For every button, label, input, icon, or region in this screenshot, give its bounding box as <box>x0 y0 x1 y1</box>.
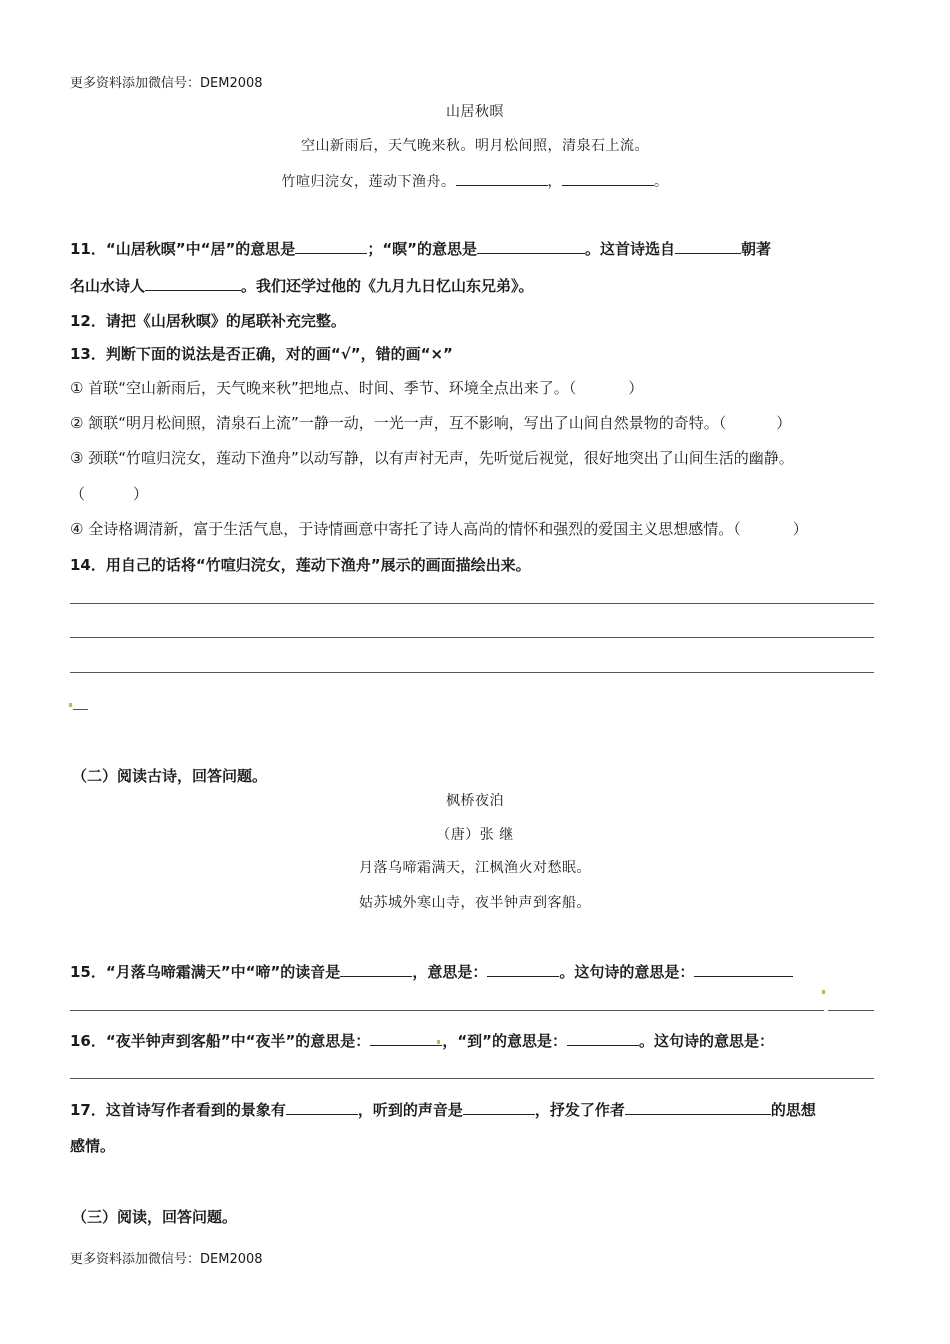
fill-blank[interactable] <box>694 962 793 977</box>
q13-option-1 <box>70 377 643 398</box>
q16-part1: 16．“夜半钟声到客船”中“夜半”的意思是： <box>70 1032 371 1050</box>
question-15 <box>70 961 793 982</box>
section-2-title: （二）阅读古诗，回答问题。 <box>72 767 268 785</box>
fill-blank[interactable] <box>295 239 367 254</box>
fill-blank[interactable] <box>625 1100 771 1115</box>
poem1-line2-sep: ， <box>547 174 562 190</box>
fill-blank[interactable] <box>456 171 548 186</box>
q11-part2: ；“暝”的意思是 <box>367 240 478 258</box>
fill-blank[interactable] <box>675 239 741 254</box>
question-11-line1 <box>70 238 771 259</box>
answer-line[interactable] <box>70 1078 874 1079</box>
close-paren: ） <box>628 379 644 397</box>
close-paren: ） <box>792 520 808 538</box>
close-paren: ） <box>133 485 149 503</box>
q13-option-4-text: ④ 全诗格调清新，富于生活气息，于诗情画意中寄托了诗人高尚的情怀和强烈的爱国主义思想感情。（ <box>70 520 741 538</box>
question-11-line2 <box>70 275 534 296</box>
q15-part1: 15．“月落乌啼霜满天”中“啼”的读音是 <box>70 963 341 981</box>
fill-blank[interactable] <box>340 962 412 977</box>
poem1-line1: 空山新雨后，天气晚来秋。明月松间照，清泉石上流。 <box>301 138 649 154</box>
fill-blank[interactable] <box>477 239 585 254</box>
q11-part1: 11．“山居秋暝”中“居”的意思是 <box>70 240 296 258</box>
fill-blank[interactable] <box>286 1100 358 1115</box>
close-paren: ） <box>776 414 792 432</box>
answer-line[interactable] <box>70 1010 824 1011</box>
q17-part2: ，听到的声音是 <box>357 1101 463 1119</box>
q13-option-3-paren <box>70 483 148 504</box>
answer-line[interactable] <box>70 672 874 673</box>
stray-line <box>73 709 88 710</box>
q16-part2: ，“到”的意思是： <box>442 1032 568 1050</box>
poem1-line2-text: 竹喧归浣女，莲动下渔舟。 <box>281 174 456 190</box>
fill-blank[interactable] <box>463 1100 535 1115</box>
question-13: 13．判断下面的说法是否正确，对的画“√”，错的画“×” <box>70 345 453 363</box>
q15-part3: 。这句诗的意思是： <box>559 963 695 981</box>
answer-line[interactable] <box>70 637 874 638</box>
fill-blank[interactable] <box>370 1031 442 1046</box>
q17-part3: ，抒发了作者 <box>534 1101 625 1119</box>
question-17-line1 <box>70 1099 816 1120</box>
q17-part4: 的思想 <box>770 1101 816 1119</box>
poem1-line2 <box>0 171 950 191</box>
poem2-author: （唐）张 继 <box>436 827 514 843</box>
poem2-title: 枫桥夜泊 <box>446 793 504 809</box>
q11-part5: 名山水诗人 <box>70 277 146 295</box>
header-note: 更多资料添加微信号：DEM2008 <box>70 76 263 91</box>
question-17-line2: 感情。 <box>70 1137 116 1155</box>
footer-note: 更多资料添加微信号：DEM2008 <box>70 1252 263 1267</box>
fill-blank[interactable] <box>487 962 559 977</box>
q13-option-4 <box>70 518 808 539</box>
open-paren: （ <box>70 485 86 503</box>
q13-option-2 <box>70 412 791 433</box>
scan-mark <box>69 703 72 707</box>
q15-part2: ，意思是： <box>412 963 488 981</box>
fill-blank[interactable] <box>567 1031 639 1046</box>
q11-part6: 。我们还学过他的《九月九日忆山东兄弟》。 <box>241 277 534 295</box>
fill-blank[interactable] <box>145 276 241 291</box>
q13-option-2-text: ② 颔联“明月松间照，清泉石上流”一静一动，一光一声，互不影响，写出了山间自然景物的奇特。（ <box>70 414 727 432</box>
q13-option-1-text: ① 首联“空山新雨后，天气晚来秋”把地点、时间、季节、环境全点出来了。（ <box>70 379 577 397</box>
poem2-line1: 月落乌啼霜满天，江枫渔火对愁眠。 <box>359 860 591 876</box>
poem1-line2-end: 。 <box>654 174 669 190</box>
q11-part3: 。这首诗选自 <box>585 240 676 258</box>
q17-part1: 17．这首诗写作者看到的景象有 <box>70 1101 286 1119</box>
question-12: 12．请把《山居秋暝》的尾联补充完整。 <box>70 312 346 330</box>
answer-line[interactable] <box>828 1010 874 1011</box>
question-16 <box>70 1030 774 1051</box>
question-14: 14．用自己的话将“竹喧归浣女，莲动下渔舟”展示的画面描绘出来。 <box>70 556 531 574</box>
q13-option-3: ③ 颈联“竹喧归浣女，莲动下渔舟”以动写静，以有声衬无声，先听觉后视觉，很好地突出了山间生活的幽静。 <box>70 449 794 467</box>
answer-line[interactable] <box>70 603 874 604</box>
fill-blank[interactable] <box>562 171 654 186</box>
q11-part4: 朝著 <box>741 240 772 258</box>
scan-mark <box>822 990 825 994</box>
section-3-title: （三）阅读，回答问题。 <box>72 1208 238 1226</box>
scan-mark <box>437 1040 440 1044</box>
poem1-title: 山居秋暝 <box>446 104 504 120</box>
poem2-line2: 姑苏城外寒山寺，夜半钟声到客船。 <box>359 895 591 911</box>
q16-part3: 。这句诗的意思是： <box>639 1032 775 1050</box>
